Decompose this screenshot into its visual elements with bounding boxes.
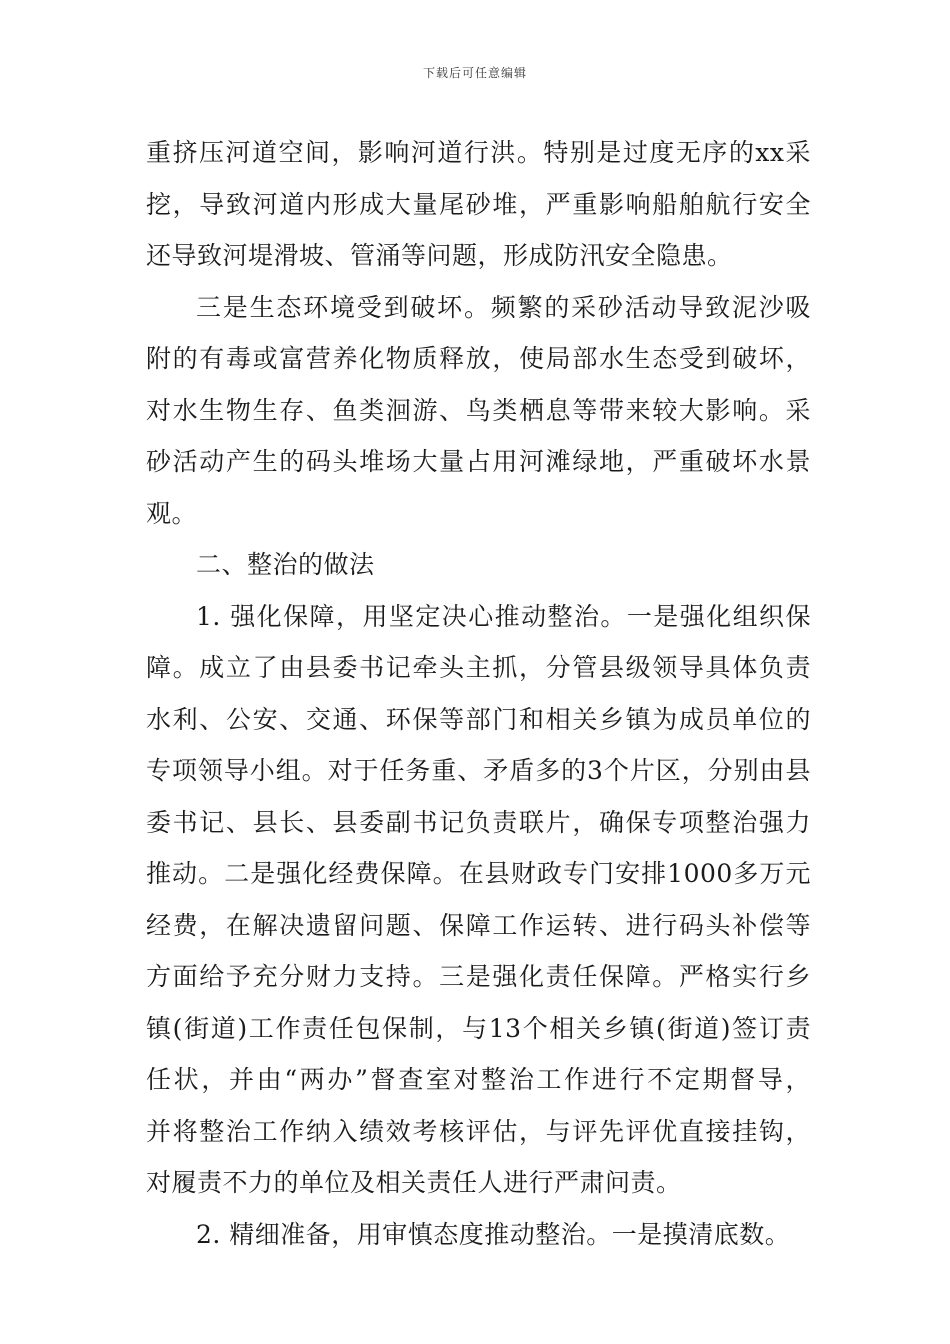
text-line: 方面给予充分财力支持。三是强化责任保障。严格实行乡	[146, 962, 811, 991]
text-line: 观。	[146, 498, 198, 528]
text-line: 砂活动产生的码头堆场大量占用河滩绿地，严重破坏水景	[146, 447, 811, 476]
text-line: 三是生态环境受到破坏。频繁的采砂活动导致泥沙吸	[196, 292, 811, 322]
page-header-note: 下载后可任意编辑	[422, 66, 527, 80]
text-line: 1. 强化保障，用坚定决心推动整治。一是强化组织保	[196, 601, 811, 631]
text-line: 经费，在解决遗留问题、保障工作运转、进行码头补偿等	[146, 910, 811, 940]
text-line: 重挤压河道空间，影响河道行洪。特别是过度无序的xx采	[146, 138, 811, 167]
text-line: 推动。二是强化经费保障。在县财政专门安排1000多万元	[146, 859, 811, 888]
text-line: 附的有毒或富营养化物质释放，使局部水生态受到破坏，	[146, 344, 811, 373]
text-line: 还导致河堤滑坡、管涌等问题，形成防汛安全隐患。	[146, 241, 733, 270]
text-line: 障。成立了由县委书记牵头主抓，分管县级领导具体负责	[146, 653, 811, 682]
text-line: 专项领导小组。对于任务重、矛盾多的3个片区，分别由县	[146, 756, 811, 785]
text-line: 二、整治的做法	[196, 550, 375, 579]
text-line: 镇(街道)工作责任包保制，与13个相关乡镇(街道)签订责	[146, 1013, 811, 1043]
text-line: 水利、公安、交通、环保等部门和相关乡镇为成员单位的	[146, 704, 811, 734]
text-line: 任状，并由“两办”督查室对整治工作进行不定期督导，	[146, 1065, 811, 1094]
document-body	[146, 127, 811, 1260]
text-line: 委书记、县长、县委副书记负责联片，确保专项整治强力	[146, 807, 811, 837]
text-line: 2. 精细准备，用审慎态度推动整治。一是摸清底数。	[196, 1219, 791, 1249]
text-line: 对履责不力的单位及相关责任人进行严肃问责。	[146, 1168, 682, 1197]
text-line: 并将整治工作纳入绩效考核评估，与评先评优直接挂钩，	[146, 1116, 811, 1146]
text-line: 对水生物生存、鱼类洄游、鸟类栖息等带来较大影响。采	[146, 395, 811, 425]
text-line: 挖，导致河道内形成大量尾砂堆，严重影响船舶航行安全	[146, 189, 811, 219]
